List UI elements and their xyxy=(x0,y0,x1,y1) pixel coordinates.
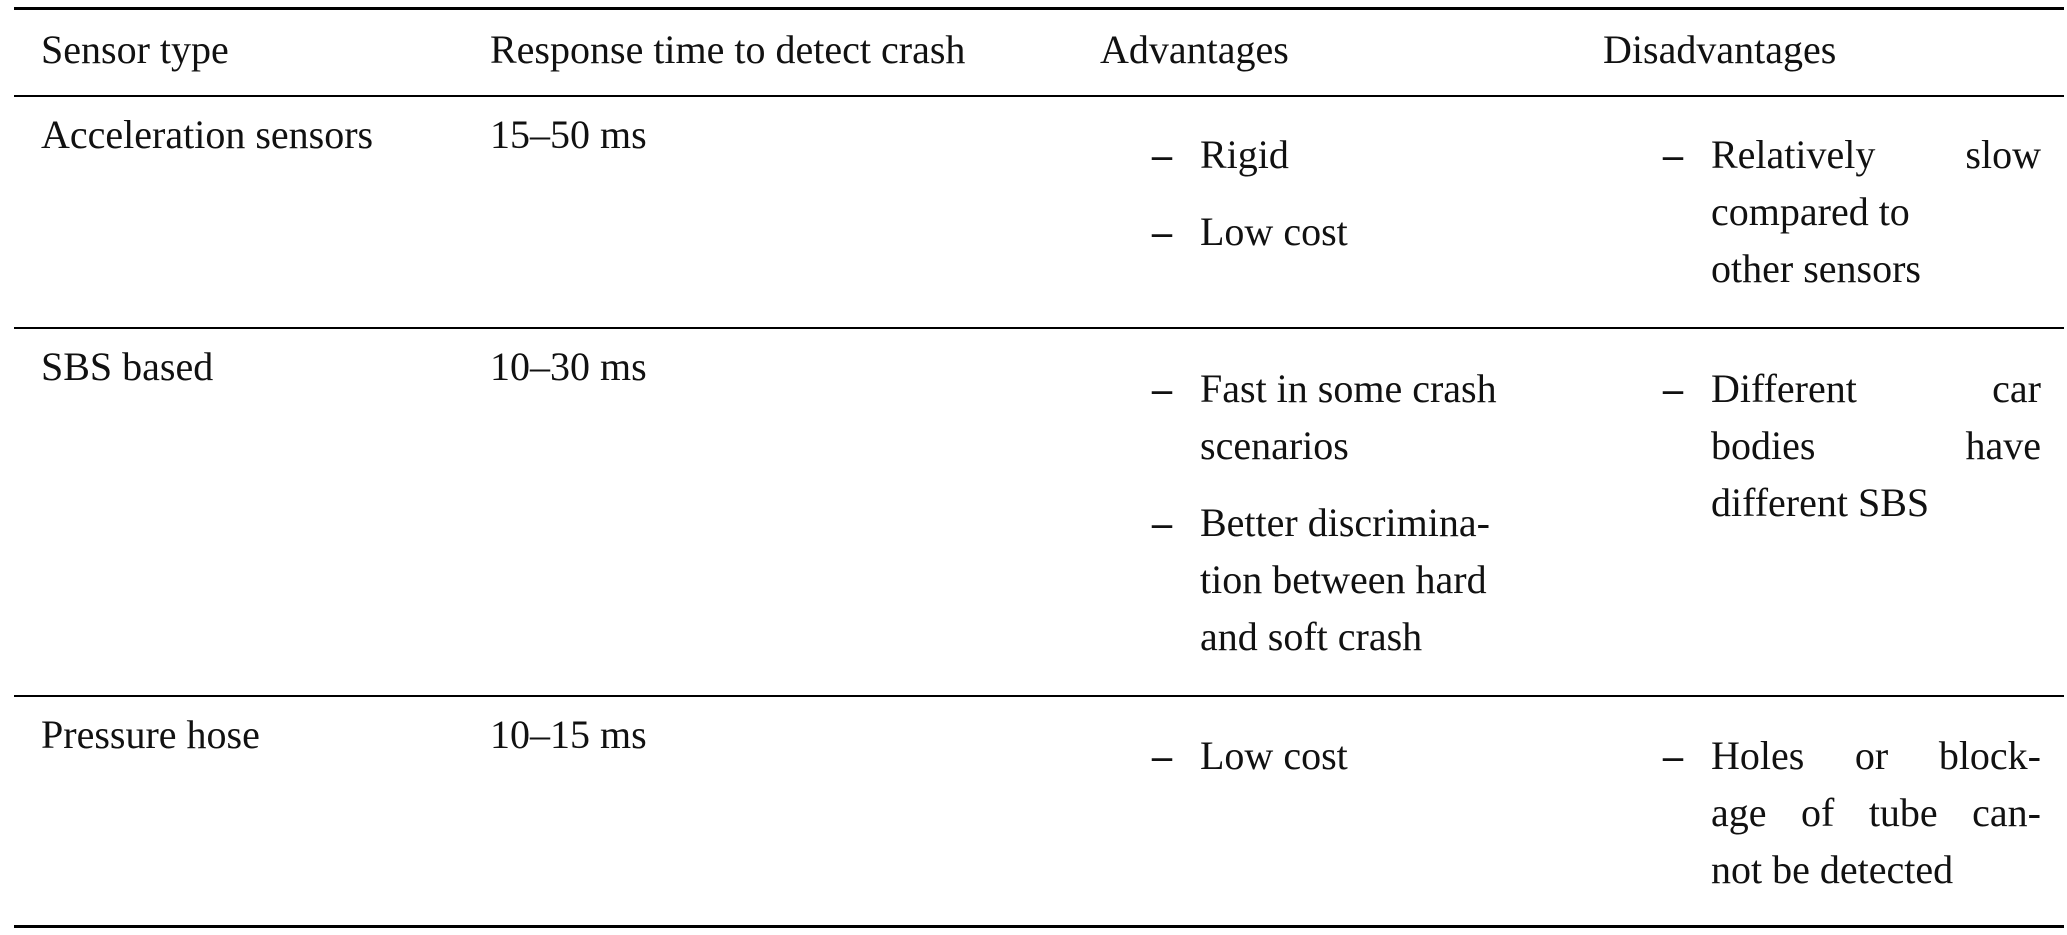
list-item-text: Low cost xyxy=(1200,733,1348,778)
list-item-text: other sensors xyxy=(1711,246,1921,291)
advantages-list xyxy=(1152,360,1497,665)
cell-sensor-type: Pressure hose xyxy=(41,712,260,757)
word xyxy=(1711,417,2041,474)
word: Relatively xyxy=(1711,132,1876,177)
list-item xyxy=(1663,126,2041,297)
cell-response-time: 10–30 ms xyxy=(490,344,647,389)
word: car xyxy=(1992,366,2041,411)
cell-response-time: 10–15 ms xyxy=(490,712,647,757)
dash-bullet: – xyxy=(1663,733,1683,778)
cell-sensor-type: SBS based xyxy=(41,344,214,389)
word: age xyxy=(1711,790,1767,835)
list-item-text xyxy=(1711,784,2041,841)
list-item xyxy=(1152,494,1497,665)
dash-bullet: – xyxy=(1152,366,1172,411)
list-item xyxy=(1663,727,2041,898)
dash-bullet: – xyxy=(1152,132,1172,177)
disadvantages-list xyxy=(1663,126,2041,297)
word: Holes xyxy=(1711,733,1805,778)
list-item-text: tion between hard xyxy=(1200,557,1487,602)
header-disadvantages: Disadvantages xyxy=(1603,27,1837,72)
table-top-rule xyxy=(14,7,2064,10)
row-divider xyxy=(14,695,2064,697)
cell-response-time: 15–50 ms xyxy=(490,112,647,157)
list-item xyxy=(1663,360,2041,531)
word: bodies xyxy=(1711,423,1816,468)
advantages-list xyxy=(1152,126,1348,260)
cell-sensor-type: Acceleration sensors xyxy=(41,112,374,157)
word: of xyxy=(1801,790,1835,835)
table-bottom-rule xyxy=(14,925,2064,928)
list-item xyxy=(1152,203,1348,260)
dash-bullet: – xyxy=(1152,733,1172,778)
dash-bullet: – xyxy=(1152,500,1172,545)
advantages-list xyxy=(1152,727,1348,784)
list-item xyxy=(1152,360,1497,474)
list-item-text xyxy=(1711,727,2041,784)
word xyxy=(1711,126,2041,183)
dash-bullet: – xyxy=(1663,132,1683,177)
header-sensor-type: Sensor type xyxy=(41,27,229,72)
word xyxy=(1711,360,2041,417)
word: can- xyxy=(1972,790,2041,835)
list-item-text xyxy=(1711,417,2041,474)
list-item xyxy=(1152,727,1348,784)
list-item-text: different SBS xyxy=(1711,480,1930,525)
disadvantages-list xyxy=(1663,727,2041,898)
word: tube xyxy=(1868,790,1938,835)
dash-bullet: – xyxy=(1152,209,1172,254)
list-item-text: scenarios xyxy=(1200,423,1349,468)
list-item-text xyxy=(1711,126,2041,183)
word: Different xyxy=(1711,366,1857,411)
list-item-text: and soft crash xyxy=(1200,614,1423,659)
list-item-text: Fast in some crash xyxy=(1200,366,1497,411)
row-divider xyxy=(14,327,2064,329)
word: block- xyxy=(1938,733,2041,778)
word xyxy=(1711,727,2041,784)
dash-bullet: – xyxy=(1663,366,1683,411)
comparison-table xyxy=(14,0,2064,935)
header-rule xyxy=(14,95,2064,97)
list-item-text: Better discrimina- xyxy=(1200,500,1490,545)
disadvantages-list xyxy=(1663,360,2041,531)
word: slow xyxy=(1965,132,2041,177)
list-item-text: compared to xyxy=(1711,189,1910,234)
list-item-text xyxy=(1711,360,2041,417)
list-item xyxy=(1152,126,1348,183)
list-item-text: not be detected xyxy=(1711,847,1954,892)
word: or xyxy=(1854,733,1889,778)
word xyxy=(1711,784,2041,841)
header-advantages: Advantages xyxy=(1100,27,1289,72)
list-item-text: Rigid xyxy=(1200,132,1289,177)
word: have xyxy=(1965,423,2041,468)
list-item-text: Low cost xyxy=(1200,209,1348,254)
header-response-time: Response time to detect crash xyxy=(490,27,966,72)
